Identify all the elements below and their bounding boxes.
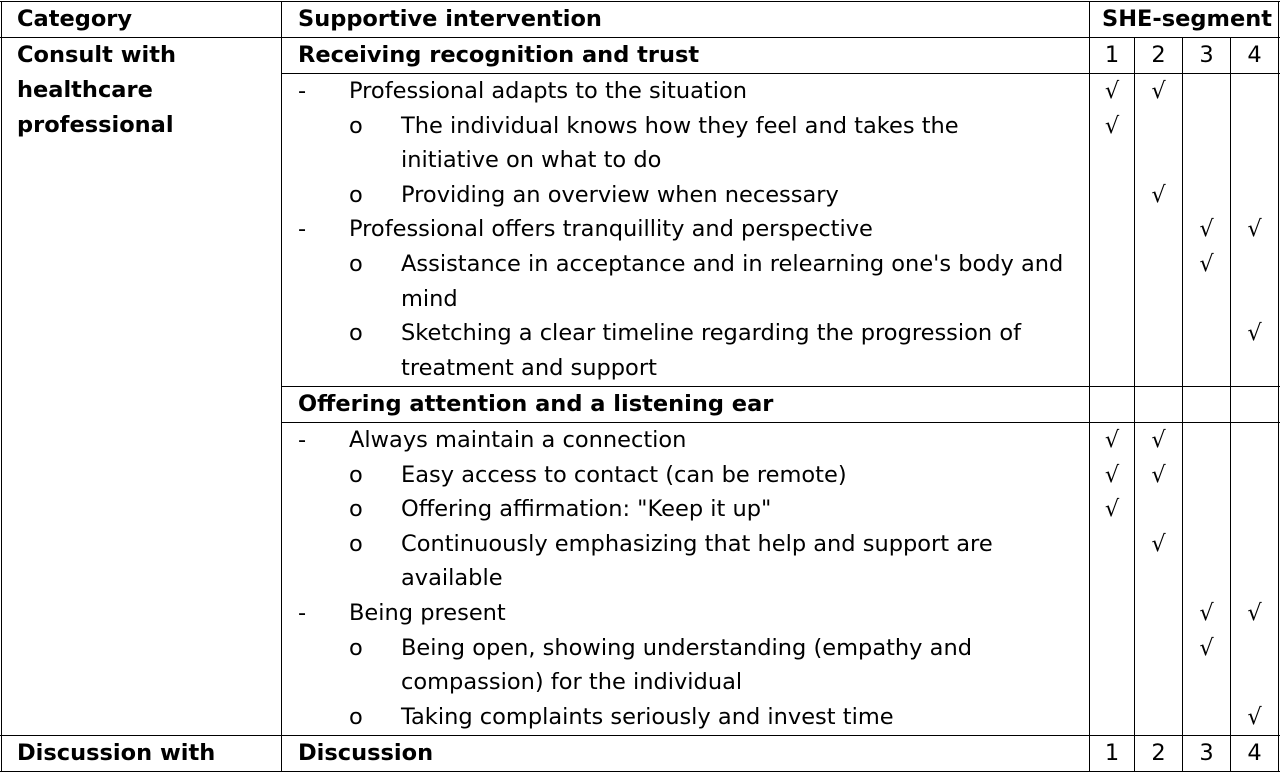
section3-seg-1: 1: [1104, 740, 1120, 766]
rule-top: [0, 1, 1280, 2]
category-discussion: Discussion with: [17, 740, 216, 766]
intervention-subitem: Taking complaints seriously and invest time: [401, 703, 894, 730]
intervention-subitem: Being open, showing understanding (empathy and: [401, 634, 972, 661]
circle-marker: o: [349, 112, 363, 139]
circle-marker: o: [349, 703, 363, 730]
intervention-subitem: The individual knows how they feel and takes the: [401, 112, 959, 139]
intervention-subitem: compassion) for the individual: [401, 669, 743, 696]
intervention-subitem: Sketching a clear timeline regarding the progression of: [401, 320, 1022, 347]
intervention-item: Professional offers tranquillity and perspective: [349, 216, 873, 243]
rule-left: [1, 1, 2, 772]
check-mark: √: [1104, 461, 1120, 488]
check-mark: √: [1199, 251, 1214, 277]
header-category: Category: [17, 6, 133, 32]
section1-seg-3: 3: [1199, 42, 1214, 68]
check-mark: √: [1151, 181, 1166, 208]
circle-marker: o: [349, 530, 363, 557]
intervention-subitem: Providing an overview when necessary: [401, 181, 839, 208]
intervention-subitem: Assistance in acceptance and in relearning one's body and: [401, 251, 1064, 277]
check-mark: √: [1151, 78, 1166, 104]
check-mark: √: [1247, 703, 1262, 730]
check-mark: √: [1104, 496, 1120, 523]
circle-marker: o: [349, 461, 363, 488]
intervention-subitem: Continuously emphasizing that help and support are: [401, 530, 993, 557]
circle-marker: o: [349, 634, 363, 661]
rule-category: [281, 1, 282, 772]
circle-marker: o: [349, 320, 363, 347]
intervention-subitem: Easy access to contact (can be remote): [401, 461, 847, 488]
check-mark: √: [1151, 461, 1166, 488]
rule-seg-2: [1134, 37, 1135, 772]
dash-marker: -: [298, 78, 307, 104]
section1-seg-2: 2: [1151, 42, 1166, 68]
circle-marker: o: [349, 496, 363, 523]
section3-seg-4: 4: [1247, 740, 1262, 766]
intervention-subitem: mind: [401, 285, 458, 312]
section1-seg-4: 4: [1247, 42, 1262, 68]
intervention-item: Always maintain a connection: [349, 427, 687, 453]
check-mark: √: [1104, 78, 1120, 104]
rule-seg-4: [1230, 37, 1231, 772]
section2-title: Offering attention and a listening ear: [298, 391, 774, 417]
intervention-item: Being present: [349, 600, 506, 626]
category-consult-line2: healthcare: [17, 77, 153, 103]
intervention-subitem: treatment and support: [401, 354, 657, 381]
dash-marker: -: [298, 216, 307, 243]
check-mark: √: [1247, 320, 1262, 347]
section1-seg-1: 1: [1104, 42, 1120, 68]
check-mark: √: [1151, 530, 1166, 557]
check-mark: √: [1199, 634, 1214, 661]
category-consult-line3: professional: [17, 112, 174, 138]
check-mark: √: [1151, 427, 1166, 453]
section3-title: Discussion: [298, 740, 434, 766]
section3-seg-2: 2: [1151, 740, 1166, 766]
intervention-subitem: Offering affirmation: "Keep it up": [401, 496, 772, 523]
check-mark: √: [1104, 112, 1120, 139]
dash-marker: -: [298, 427, 307, 453]
check-mark: √: [1199, 216, 1214, 243]
category-consult-line1: Consult with: [17, 42, 176, 68]
check-mark: √: [1104, 427, 1120, 453]
intervention-item: Professional adapts to the situation: [349, 78, 747, 104]
header-intervention: Supportive intervention: [298, 6, 602, 32]
check-mark: √: [1199, 600, 1214, 626]
rule-right: [1278, 1, 1279, 772]
circle-marker: o: [349, 181, 363, 208]
rule-bottom: [0, 771, 1280, 772]
section1-title: Receiving recognition and trust: [298, 42, 700, 68]
check-mark: √: [1247, 216, 1262, 243]
intervention-subitem: available: [401, 565, 503, 592]
dash-marker: -: [298, 600, 307, 626]
header-segment: SHE-segment: [1102, 6, 1272, 32]
check-mark: √: [1247, 600, 1262, 626]
circle-marker: o: [349, 251, 363, 277]
intervention-subitem: initiative on what to do: [401, 147, 662, 174]
section3-seg-3: 3: [1199, 740, 1214, 766]
